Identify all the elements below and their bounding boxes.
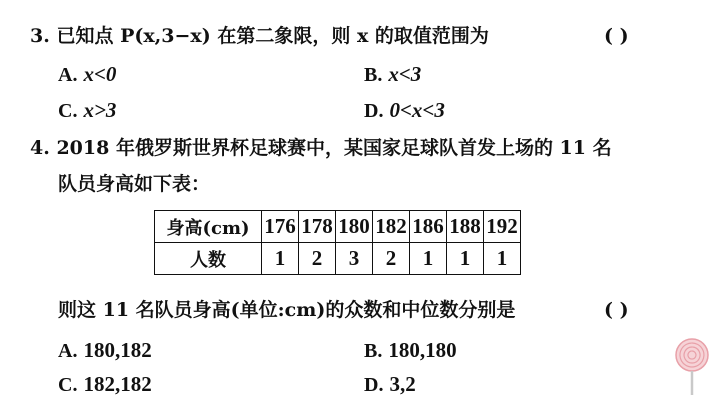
q4-option-a [58,338,152,363]
q4-stem-line2: 队员身高如下表： [58,173,211,195]
height-cell: 180 [336,211,373,243]
q4-stem-line1: 4. 2018 年俄罗斯世界杯足球赛中，某国家足球队首发上场的 11 名 [30,137,612,159]
q3-option-c [58,98,116,123]
q4-question: 则这 11 名队员身高(单位:cm)的众数和中位数分别是 [58,299,516,321]
height-row [155,211,521,243]
count-row-header: 人数 [155,243,262,275]
q4-option-a-value: 180,182 [83,338,152,362]
q3-option-c-label: C. [58,100,78,122]
q3-option-a [58,62,116,87]
q4-option-d-label: D. [364,374,384,396]
q4-option-b-label: B. [364,340,383,362]
q3-option-a-value: x<0 [83,62,117,86]
height-cell: 176 [262,211,299,243]
count-row [155,243,521,275]
height-cell: 188 [447,211,484,243]
count-cell: 1 [262,243,299,275]
q3-option-b-value: x<3 [388,62,422,86]
count-cell: 2 [299,243,336,275]
q3-option-d-label: D. [364,100,384,122]
height-table [154,210,521,275]
height-cell: 192 [484,211,521,243]
height-cell: 182 [373,211,410,243]
height-cell: 186 [410,211,447,243]
q4-option-d-value: 3,2 [389,372,416,396]
q4-option-c-value: 182,182 [83,372,152,396]
q3-option-c-value: x>3 [83,98,117,122]
q4-option-d [364,372,416,397]
q3-stem: 3. 已知点 P(x,3−x) 在第二象限，则 x 的取值范围为 [30,25,489,47]
count-cell: 3 [336,243,373,275]
count-cell: 1 [410,243,447,275]
q4-option-b [364,338,457,363]
count-cell: 1 [447,243,484,275]
q3-option-d [364,98,445,123]
q4-option-b-value: 180,180 [388,338,457,362]
q3-answer-paren: ( ) [604,25,629,47]
q3-option-a-label: A. [58,64,78,86]
lollipop-icon [672,337,712,395]
q4-option-c [58,372,152,397]
count-cell: 2 [373,243,410,275]
q4-option-c-label: C. [58,374,78,396]
q3-option-b [364,62,421,87]
q4-answer-paren: ( ) [604,299,629,321]
count-cell: 1 [484,243,521,275]
q3-option-b-label: B. [364,64,383,86]
height-cell: 178 [299,211,336,243]
height-row-header: 身高(cm) [155,211,262,243]
q4-option-a-label: A. [58,340,78,362]
q3-option-d-value: 0<x<3 [389,98,445,122]
